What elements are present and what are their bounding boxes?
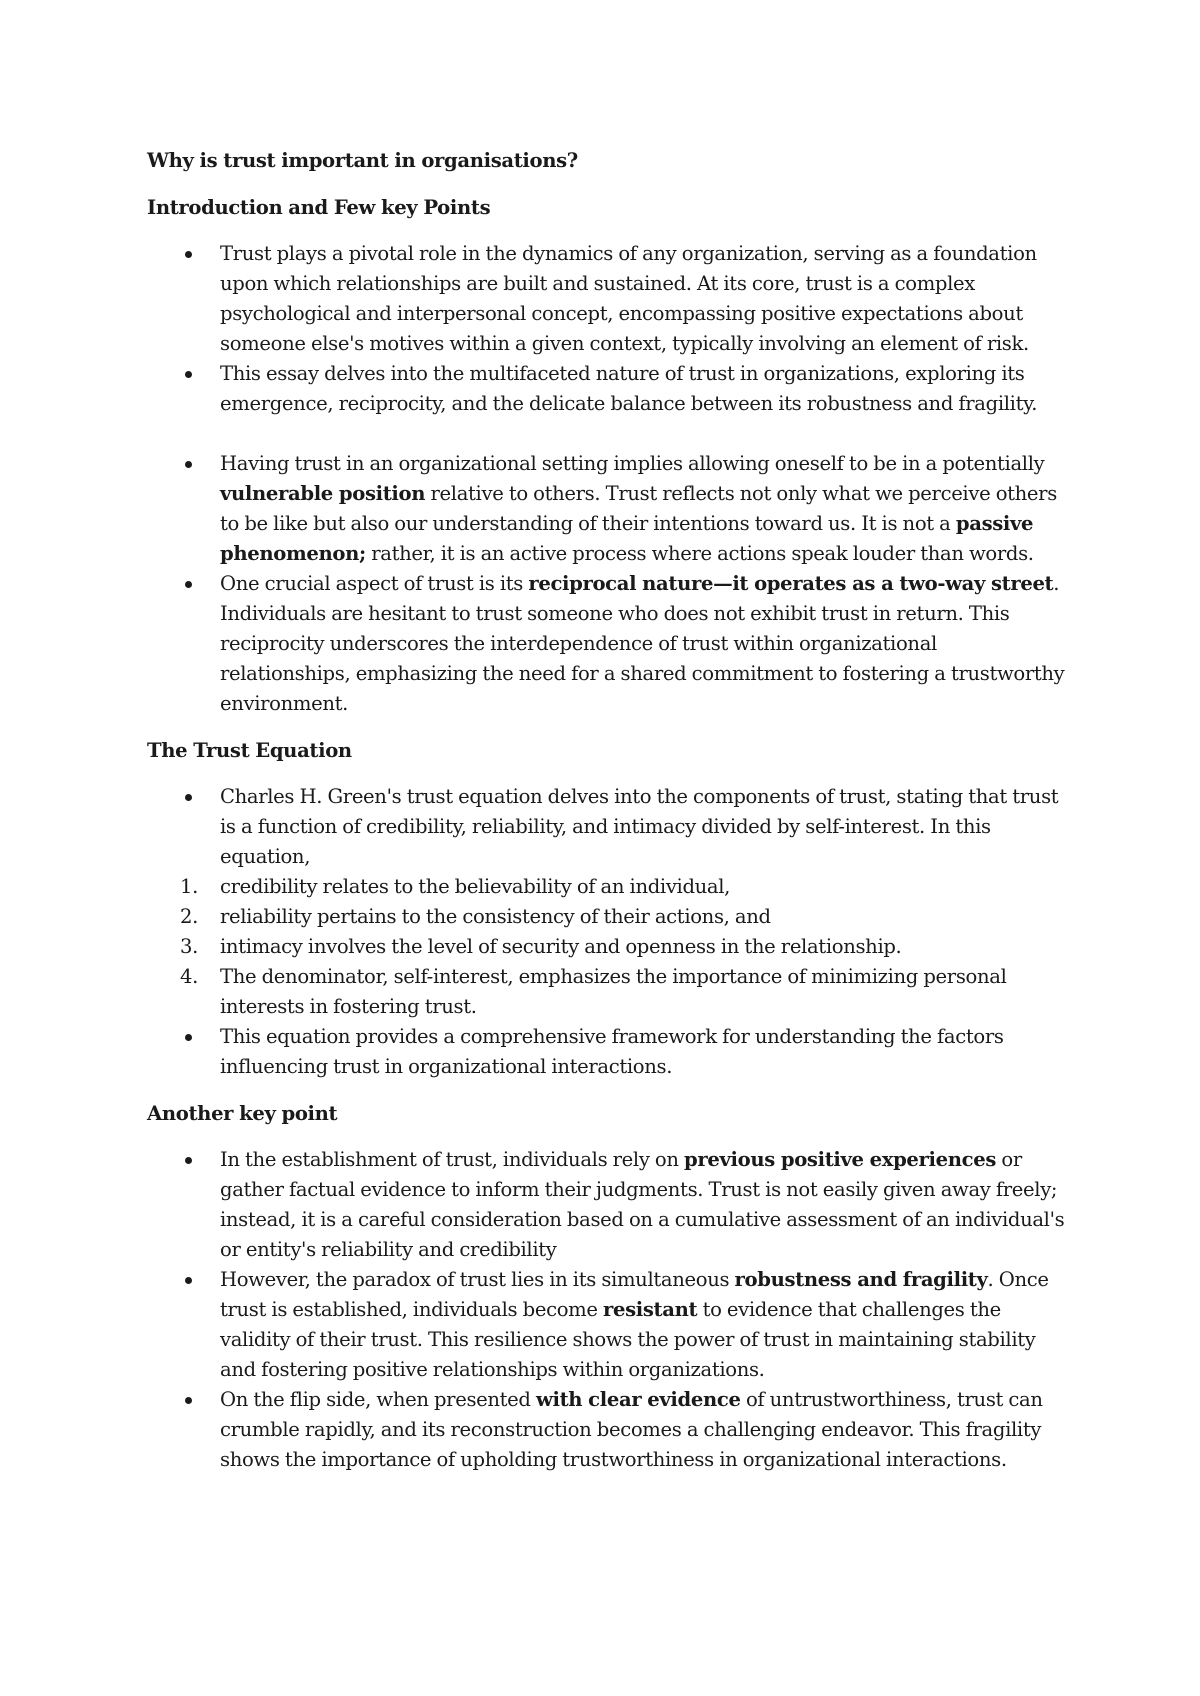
list-item: [147, 1265, 1067, 1385]
list-number: 3.: [180, 935, 198, 958]
list-item: [147, 359, 1067, 419]
list-item-text: In the establishment of trust, individuals rely on: [220, 1148, 685, 1171]
list-item-text: This equation provides a comprehensive framework for understanding the factors influencing trust in organizational interactions.: [220, 1025, 1004, 1078]
list-item: [147, 1145, 1067, 1265]
list-item-text: or gather factual evidence to inform their judgments. Trust is not easily given away freely; instead, it is a careful consideration based on a cumulative assessment of an individual's or entity's reliability and credibility: [220, 1148, 1065, 1261]
list-item-text: On the flip side, when presented: [220, 1388, 536, 1411]
list-item-text: Trust plays a pivotal role in the dynamics of any organization, serving as a foundation upon which relationships are built and sustained. At its core, trust is a complex psychological and interpersonal concept, encompassing positive expectations about someone else's motives within a given context, typically involving an element of risk.: [220, 242, 1037, 355]
list-item: [147, 1385, 1067, 1475]
list-item-text: Charles H. Green's trust equation delves into the components of trust, stating that trust is a function of credibility, reliability, and intimacy divided by self-interest. In this equation,: [220, 785, 1059, 868]
list-item-text: The denominator, self-interest, emphasizes the importance of minimizing personal interests in fostering trust.: [220, 965, 1007, 1018]
emphasis-text: robustness and fragility: [734, 1268, 988, 1291]
list-number: 4.: [180, 965, 198, 988]
section-heading-equation: The Trust Equation: [147, 739, 352, 762]
list-item-text: . Individuals are hesitant to trust someone who does not exhibit trust in return. This reciprocity underscores the interdependence of trust within organizational relationships, emphasizing the need for a shared commitment to fostering a trustworthy environment.: [220, 572, 1065, 715]
list-item: [147, 1022, 1067, 1082]
document-title: Why is trust important in organisations?: [147, 149, 578, 172]
emphasis-text: previous positive experiences: [684, 1148, 996, 1171]
list-number: 1.: [180, 875, 198, 898]
list-item-text: to evidence that challenges the validity of their trust. This resilience shows the power of trust in maintaining stability and fostering positive relationships within organizations.: [220, 1298, 1036, 1381]
equation-list: [147, 782, 1067, 1082]
another-bullet-list: [147, 1145, 1067, 1475]
list-number: 2.: [180, 905, 198, 928]
list-item-text: Having trust in an organizational setting implies allowing oneself to be in a potentially: [220, 452, 1045, 475]
list-item-text: relative to others. Trust reflects not only what we perceive others to be like but also our understanding of their intentions toward us. It is not a: [220, 482, 1057, 535]
section-heading-intro: Introduction and Few key Points: [147, 196, 491, 219]
list-item: [147, 569, 1067, 719]
emphasis-text: with clear evidence: [536, 1388, 741, 1411]
list-item-text: rather, it is an active process where actions speak louder than words.: [365, 542, 1034, 565]
list-item-text: reliability pertains to the consistency of their actions, and: [220, 905, 771, 928]
list-item-text: . Once trust is established, individuals become: [220, 1268, 1049, 1321]
intro-bullet-list: [147, 239, 1067, 719]
list-item: [147, 239, 1067, 359]
emphasis-text: passive phenomenon;: [220, 512, 1034, 565]
list-item-text: One crucial aspect of trust is its: [220, 572, 529, 595]
list-item: [147, 449, 1067, 569]
list-item-text: of untrustworthiness, trust can crumble rapidly, and its reconstruction becomes a challenging endeavor. This fragility shows the importance of upholding trustworthiness in organizational interactions.: [220, 1388, 1043, 1471]
emphasis-text: resistant: [603, 1298, 698, 1321]
list-item-text: This essay delves into the multifaceted nature of trust in organizations, exploring its emergence, reciprocity, and the delicate balance between its robustness and fragility.: [220, 362, 1038, 415]
list-item-text: However, the paradox of trust lies in its simultaneous: [220, 1268, 735, 1291]
numbered-item: [147, 902, 1067, 932]
emphasis-text: vulnerable position: [220, 482, 426, 505]
list-item-text: credibility relates to the believability of an individual,: [220, 875, 731, 898]
numbered-item: [147, 932, 1067, 962]
list-item: [147, 782, 1067, 872]
numbered-item: [147, 962, 1067, 1022]
numbered-item: [147, 872, 1067, 902]
document-body: [147, 146, 1067, 1475]
emphasis-text: reciprocal nature—it operates as a two-way street: [528, 572, 1054, 595]
section-heading-another: Another key point: [147, 1102, 338, 1125]
list-item-text: intimacy involves the level of security and openness in the relationship.: [220, 935, 902, 958]
